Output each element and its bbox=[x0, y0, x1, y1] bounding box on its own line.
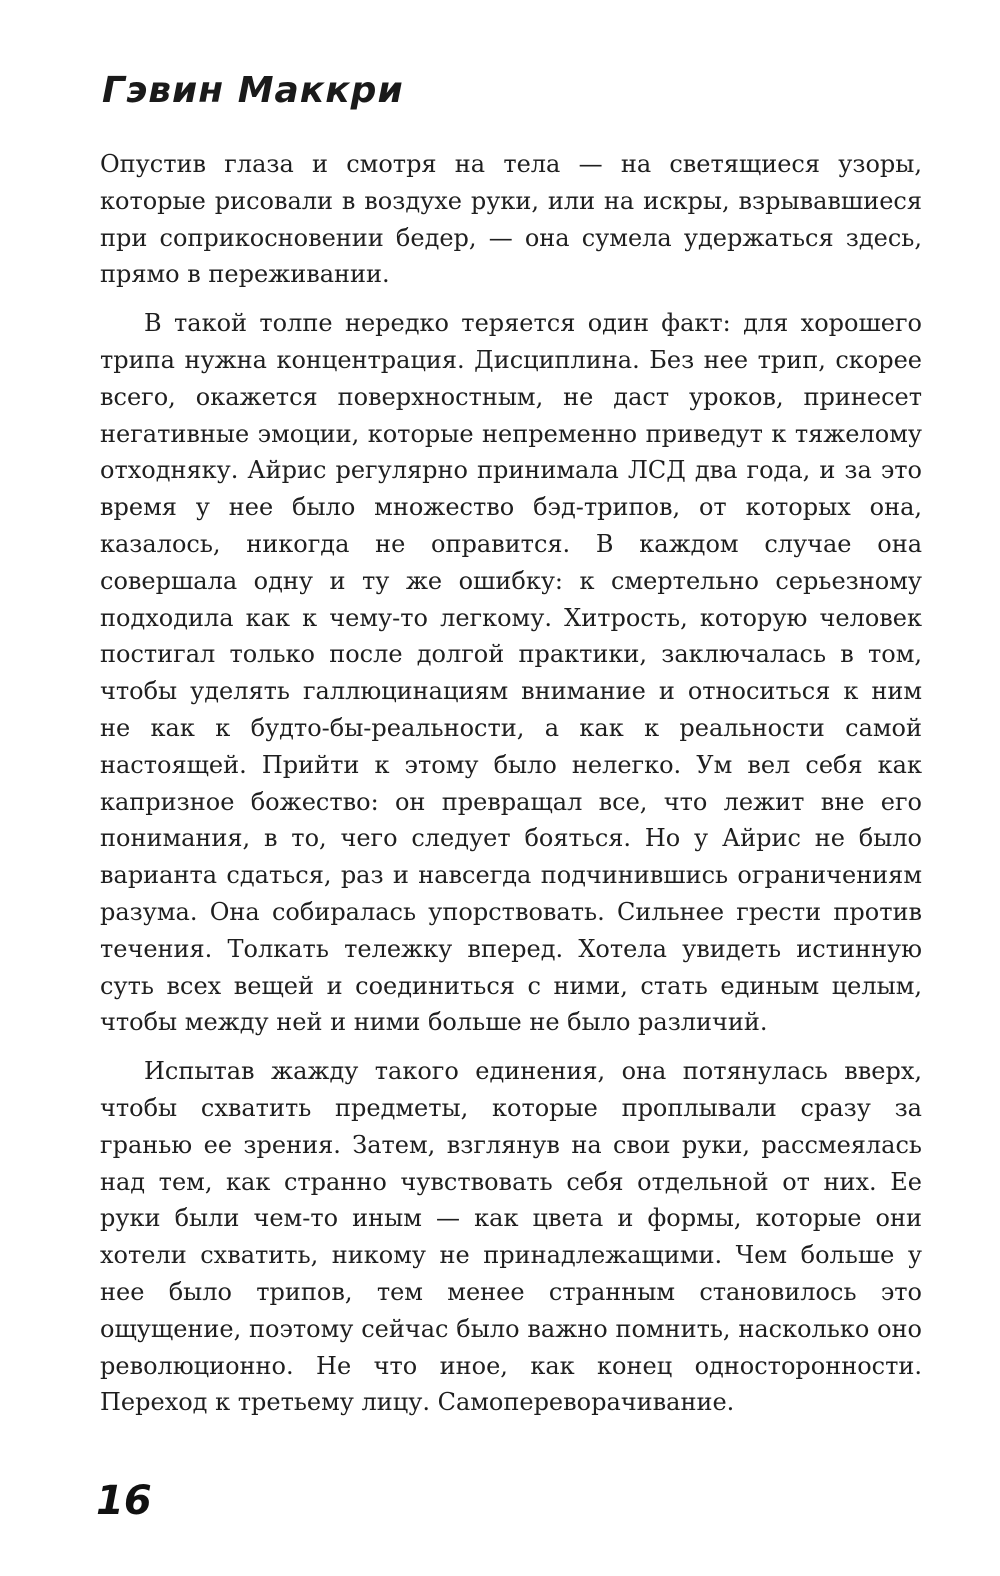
paragraph-2: В такой толпе нередко теряется один факт: для хорошего трипа нужна концентрация. Дисциплина. Без нее трип, скорее всего, окажется поверхностным, не даст уроков, принесет негативные эмоции, которые непременно приведут к тяжелому отходняку. Айрис регулярно принимала ЛСД два года, и за это время у нее было множество бэд-трипов, от которых она, казалось, никогда не оправится. В каждом случае она совершала одну и ту же ошибку: к смертельно серьезному подходила как к чему-то легкому. Хитрость, которую человек постигал только после долгой практики, заключалась в том, чтобы уделять галлюцинациям внимание и относиться к ним не как к будто-бы-реальности, а как к реальности самой настоящей. Прийти к этому было нелегко. Ум вел себя как капризное божество: он превращал все, что лежит вне его понимания, в то, чего следует бояться. Но у Айрис не было варианта сдаться, раз и навсегда подчинившись ограничениям разума. Она собиралась упорствовать. Сильнее грести против течения. Толкать тележку вперед. Хотела увидеть истинную суть всех вещей и соединиться с ними, стать единым целым, чтобы между ней и ними больше не было различий. bbox=[100, 309, 922, 1037]
body-text bbox=[100, 146, 922, 1421]
page-number: 16 bbox=[96, 1478, 152, 1524]
paragraph-3: Испытав жажду такого единения, она потянулась вверх, чтобы схватить предметы, которые проплывали сразу за гранью ее зрения. Затем, взглянув на свои руки, рассмеялась над тем, как странно чувствовать себя отдельной от них. Ее руки были чем-то иным — как цвета и формы, которые они хотели схватить, никому не принадлежащими. Чем больше у нее было трипов, тем менее странным становилось это ощущение, поэтому сейчас было важно помнить, насколько оно революционно. Не что иное, как конец односторонности. Переход к третьему лицу. Самопереворачивание. bbox=[100, 1057, 922, 1417]
running-head-author: Гэвин Маккри bbox=[102, 70, 404, 111]
paragraph-1: Опустив глаза и смотря на тела — на светящиеся узоры, которые рисовали в воздухе руки, или на искры, взрывавшиеся при соприкосновении бедер, — она сумела удержаться здесь, прямо в переживании. bbox=[100, 150, 922, 289]
